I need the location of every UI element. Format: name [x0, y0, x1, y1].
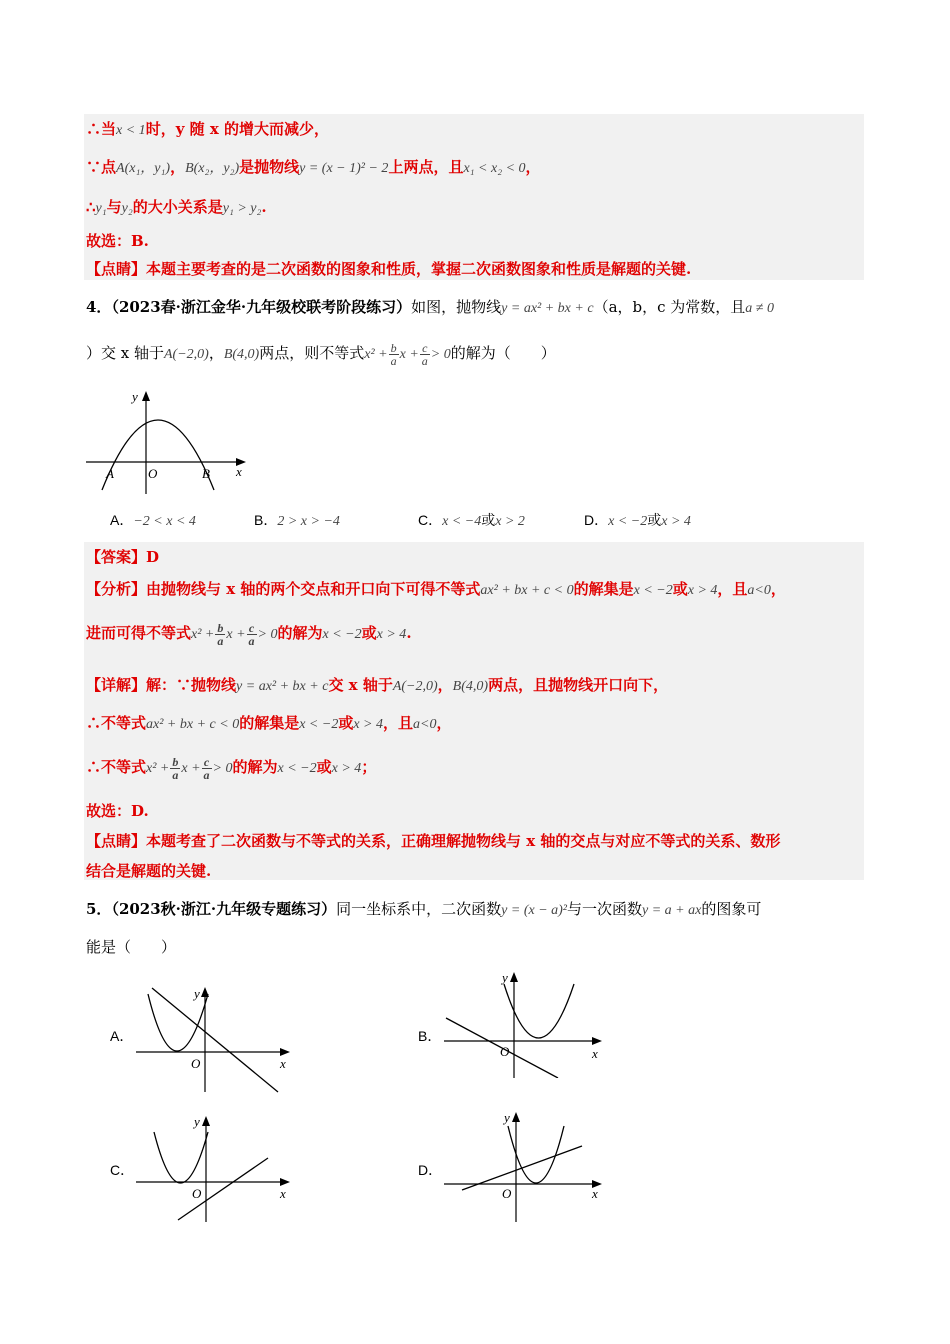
q4-analysis-line-1: 【分析】由抛物线与 x 轴的两个交点和开口向下可得不等式ax² + bx + c < 0的解集是x < −2或x > 4，且a<0， [86, 580, 786, 598]
label-x: x [592, 1046, 598, 1061]
q3-line-2: ∵点A(x₁，y₁)，B(x₂，y₂)是抛物线y = (x − 1)² − 2上两点，且x₁ < x₂ < 0， [86, 158, 541, 176]
label-x: x [280, 1186, 286, 1201]
y-axis-arrow [142, 391, 150, 401]
label-y: y [502, 970, 508, 985]
q4-option-d[interactable]: D．x < −2或x > 4 [584, 512, 691, 529]
q3-line-1: ∴当x < 1时，y 随 x 的增大而减少， [86, 120, 330, 138]
label-x: x [592, 1186, 598, 1201]
q3-choice: 故选：B. [86, 232, 149, 250]
x-axis-arrow [592, 1037, 602, 1045]
q4-option-c[interactable]: C．x < −4或x > 2 [418, 512, 525, 529]
label-O: O [502, 1186, 512, 1201]
q4-comment-line-2: 结合是解题的关键. [86, 862, 212, 880]
q4-answer: 【答案】D [86, 548, 160, 566]
fraction-c-over-a-2: $\frac{c}{a}$ [248, 620, 255, 648]
label-O: O [191, 1056, 201, 1071]
label-O: O [500, 1044, 510, 1059]
label-O: O [192, 1186, 202, 1201]
q5-figure-c[interactable] [128, 1110, 296, 1222]
q5-option-d[interactable]: D． [418, 1162, 443, 1178]
y-axis-arrow [510, 972, 518, 982]
q4-comment-line-1: 【点睛】本题考查了二次函数与不等式的关系，正确理解抛物线与 x 轴的交点与对应不等式的关系、数形 [86, 832, 781, 850]
line-graph [152, 988, 278, 1092]
q5-question-line-1: 5．（2023秋·浙江·九年级专题练习）同一坐标系中，二次函数y = (x − a)²与一次函数y = a + ax的图象可 [86, 900, 762, 918]
q3-comment: 【点睛】本题主要考查的是二次函数的图象和性质，掌握二次函数图象和性质是解题的关键. [86, 260, 692, 278]
x-axis-arrow [280, 1178, 290, 1186]
label-y: y [132, 389, 138, 404]
fraction-b-over-a-2: $\frac{b}{a}$ [217, 620, 224, 648]
parabola-curve [148, 994, 208, 1051]
fraction-c-over-a-3: $\frac{c}{a}$ [203, 754, 210, 782]
q4-detail-line-1: 【详解】解：∵抛物线y = ax² + bx + c交 x 轴于A(−2,0)，B(4,0)两点，且抛物线开口向下， [86, 676, 669, 694]
q5-option-a[interactable]: A． [110, 1028, 134, 1044]
q5-option-b[interactable]: B． [418, 1028, 442, 1044]
fraction-c-over-a: $\frac{c}{a}$ [421, 340, 428, 368]
y-axis-arrow [512, 1112, 520, 1122]
label-O: O [148, 466, 158, 481]
fraction-b-over-a: $\frac{b}{a}$ [390, 340, 397, 368]
q5-figure-a[interactable] [128, 982, 296, 1094]
label-B: B [202, 466, 210, 481]
q4-analysis-line-2: 进而可得不等式x² + $\frac{b}{a}$ x + $\frac{c}{a}$ > 0的解为x < −2或x > 4. [86, 620, 412, 648]
q4-choice: 故选：D. [86, 802, 149, 820]
label-x: x [236, 464, 242, 479]
q4-detail-line-3: ∴不等式x² + $\frac{b}{a}$ x + $\frac{c}{a}$ > 0的解为x < −2或x > 4； [86, 754, 377, 782]
q4-question-line-2: ）交 x 轴于A(−2,0)，B(4,0)两点，则不等式x² + $\frac{b}{a}$ x + $\frac{c}{a}$ > 0的解为（ ） [86, 340, 556, 368]
fraction-b-over-a-3: $\frac{b}{a}$ [172, 754, 179, 782]
label-y: y [504, 1110, 510, 1125]
parabola-curve [154, 1132, 208, 1183]
label-A: A [106, 466, 114, 481]
y-axis-arrow [202, 1116, 210, 1126]
q4-parabola-figure [86, 386, 256, 496]
q5-option-c[interactable]: C． [110, 1162, 135, 1178]
x-axis-arrow [280, 1048, 290, 1056]
q4-option-a[interactable]: A．−2 < x < 4 [110, 512, 196, 529]
label-y: y [194, 1114, 200, 1129]
q4-question-line-1: 4．（2023春·浙江金华·九年级校联考阶段练习）如图，抛物线y = ax² + bx + c（a，b，c 为常数，且a ≠ 0 [86, 298, 774, 316]
parabola-curve [102, 420, 214, 490]
q3-line-3: ∴y₁与y₂的大小关系是y₁ > y₂. [86, 198, 267, 216]
label-y: y [194, 986, 200, 1001]
q5-figure-d[interactable] [438, 1106, 608, 1224]
q4-option-b[interactable]: B．2 > x > −4 [254, 512, 340, 529]
q5-question-line-2: 能是（ ） [86, 938, 177, 956]
q5-figure-b[interactable] [438, 966, 608, 1078]
label-x: x [280, 1056, 286, 1071]
q4-detail-line-2: ∴不等式ax² + bx + c < 0的解集是x < −2或x > 4，且a<0， [86, 714, 452, 732]
